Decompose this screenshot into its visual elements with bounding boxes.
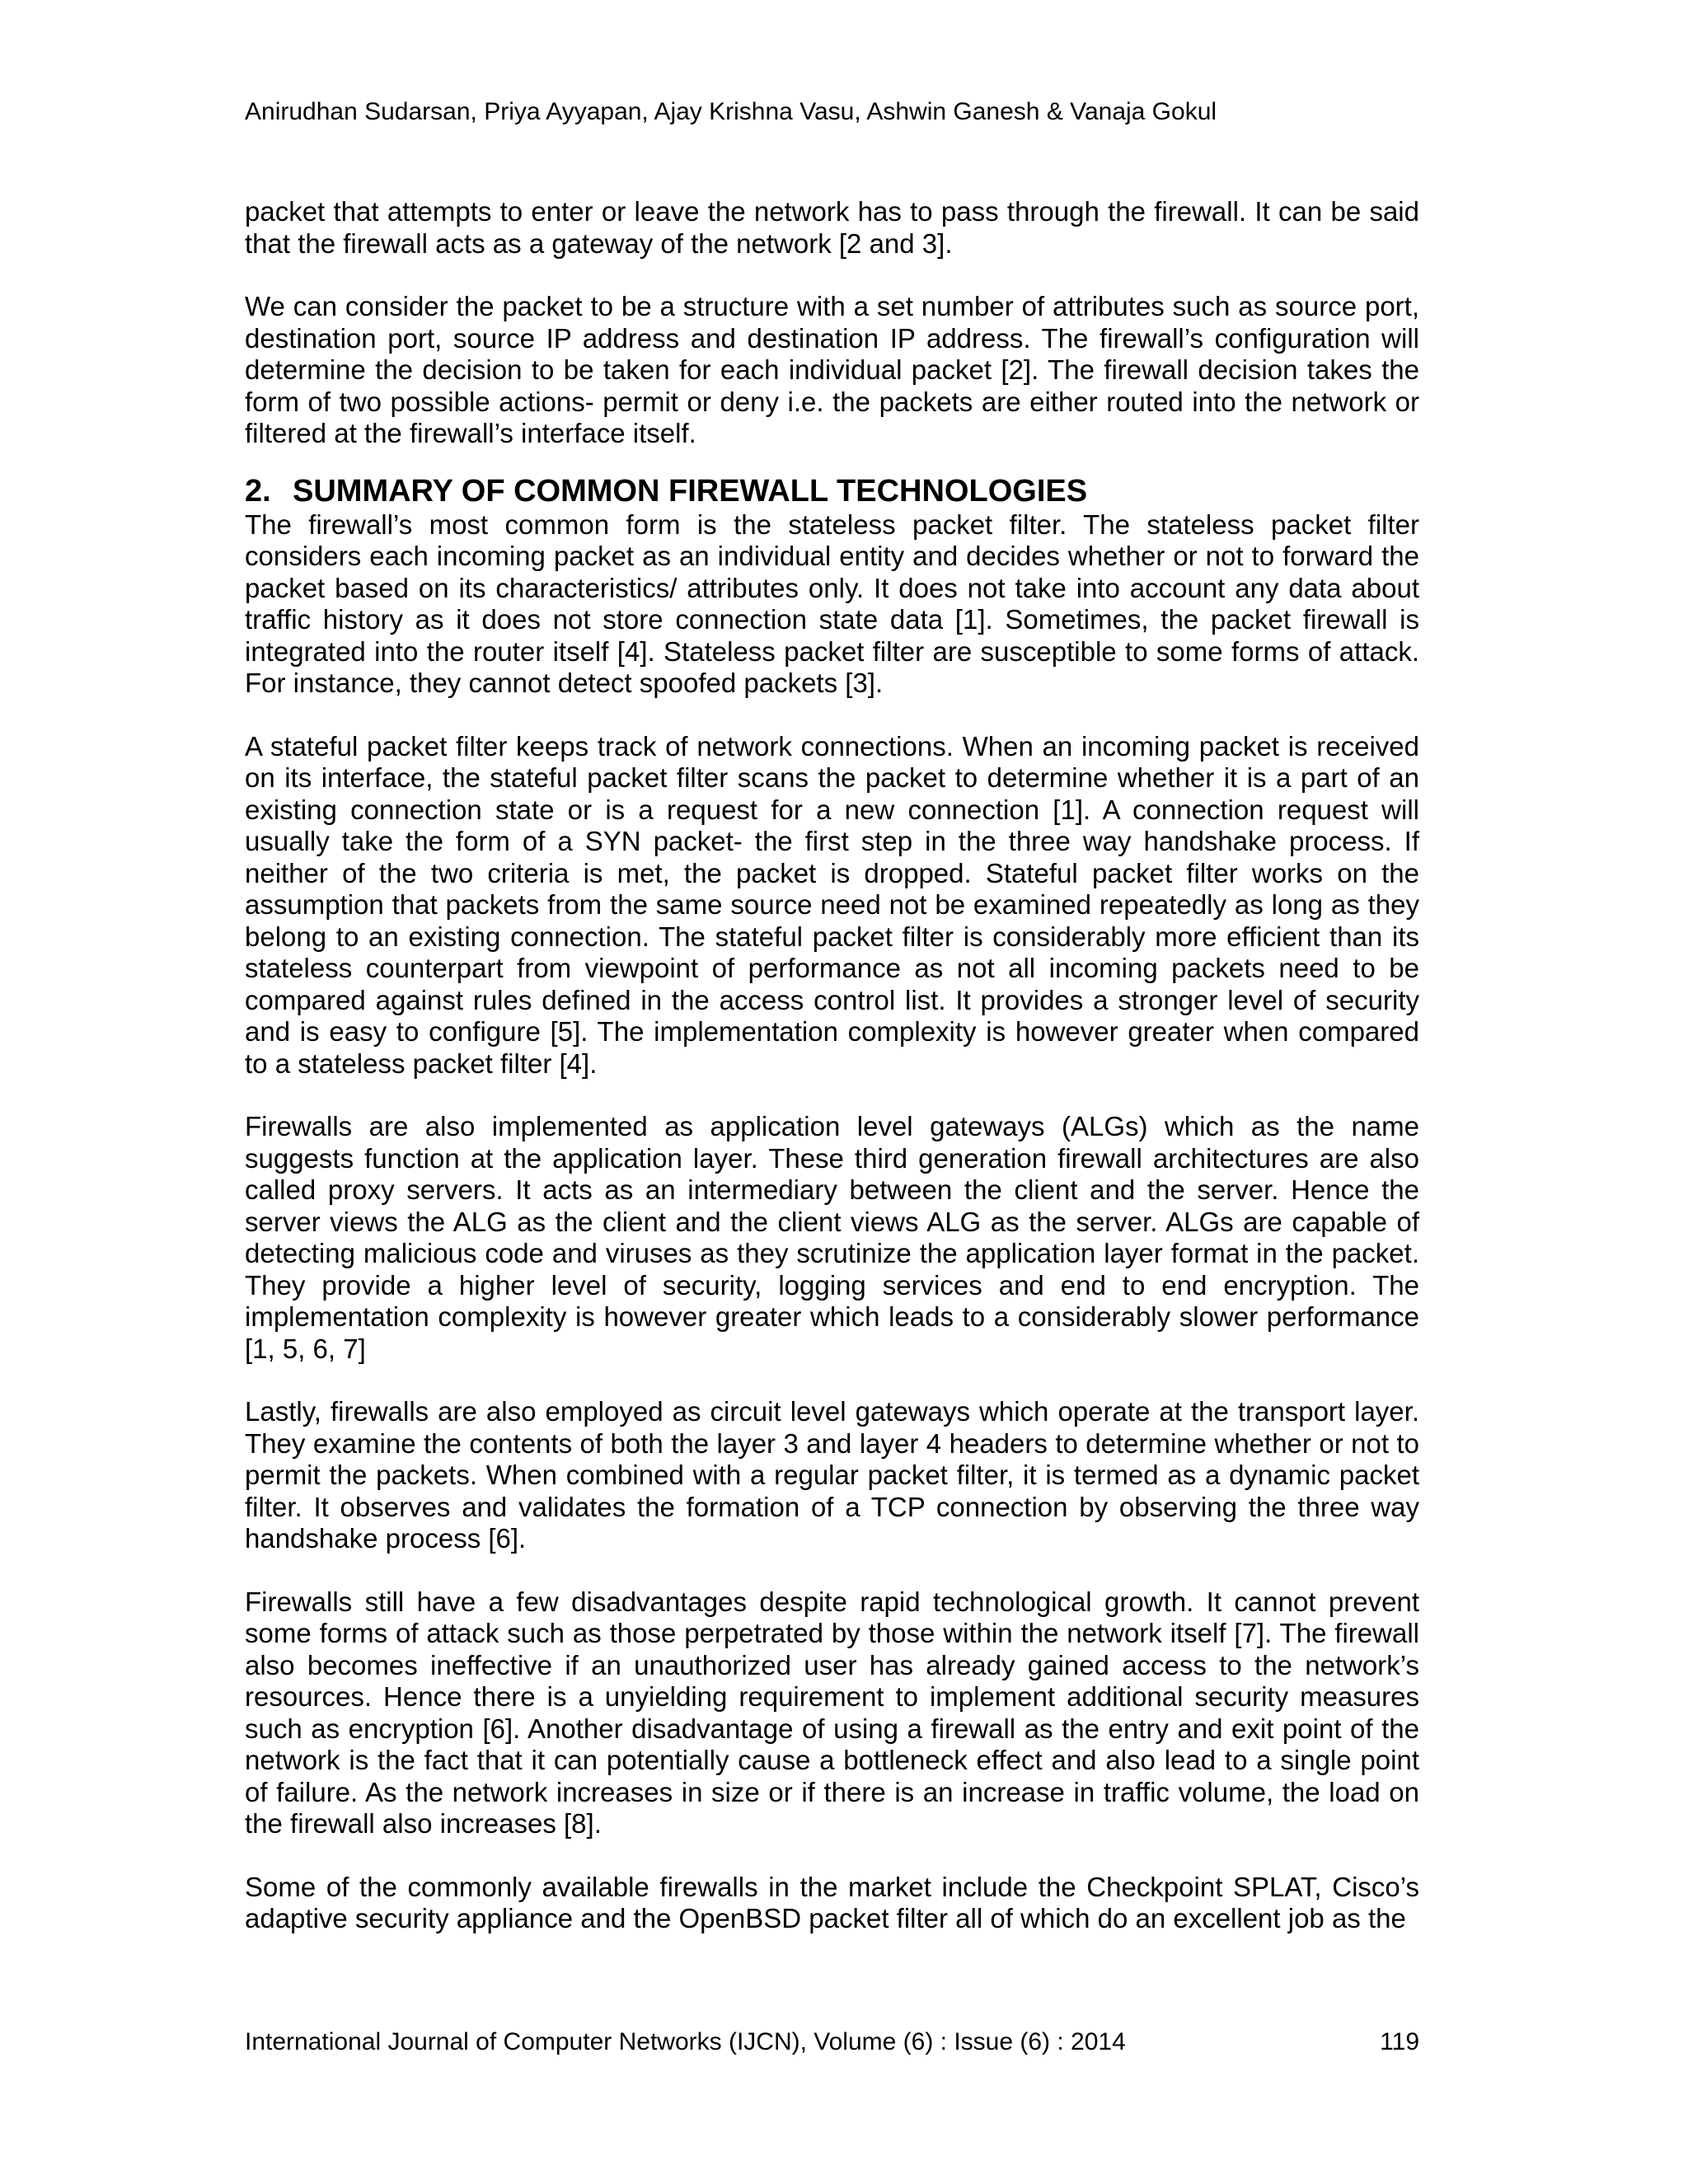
paragraph-gap xyxy=(245,260,1419,291)
paragraph-gap xyxy=(245,700,1419,731)
paragraph-intro-continuation: packet that attempts to enter or leave the network has to pass through the firewall. It can be said that the firewall acts as a gateway of the network [2 and 3]. xyxy=(245,196,1419,259)
paragraph-market-firewalls: Some of the commonly available firewalls in the market include the Checkpoint SPLAT, Cisco’s adaptive security appliance and the OpenBSD packet filter all of which do an excellent job as the xyxy=(245,1871,1419,1933)
paragraph-packet-attributes: We can consider the packet to be a structure with a set number of attributes such as source port, destination port, source IP address and destination IP address. The firewall’s configuration will determine the decision to be taken for each individual packet [2]. The firewall decision takes the form of two possible actions- permit or deny i.e. the packets are either routed into the network or filtered at the firewall’s interface itself. xyxy=(245,291,1419,448)
section-heading xyxy=(245,473,1419,509)
paragraph-application-gateways: Firewalls are also implemented as application level gateways (ALGs) which as the name suggests function at the application layer. These third generation firewall architectures are also called proxy servers. It acts as an intermediary between the client and the server. Hence the server views the ALG as the client and the client views ALG as the server. ALGs are capable of detecting malicious code and viruses as they scrutinize the application layer format in the packet. They provide a higher level of security, logging services and end to end encryption. The implementation complexity is however greater which leads to a considerably slower performance [1, 5, 6, 7] xyxy=(245,1111,1419,1364)
running-header-authors: Anirudhan Sudarsan, Priya Ayyapan, Ajay Krishna Vasu, Ashwin Ganesh & Vanaja Gokul xyxy=(245,98,1217,125)
page-footer xyxy=(245,2027,1419,2057)
paragraph-stateful-filter: A stateful packet filter keeps track of network connections. When an incoming packet is received on its interface, the stateful packet filter scans the packet to determine whether it is a part of an existing connection state or is a request for a new connection [1]. A connection request will usually take the form of a SYN packet- the first step in the three way handshake process. If neither of the two criteria is met, the packet is dropped. Stateful packet filter works on the assumption that packets from the same source need not be examined repeatedly as long as they belong to an existing connection. The stateful packet filter is considerably more efficient than its stateless counterpart from viewpoint of performance as not all incoming packets need to be compared against rules defined in the access control list. It provides a stronger level of security and is easy to configure [5]. The implementation complexity is however greater when compared to a stateless packet filter [4]. xyxy=(245,730,1419,1079)
paragraph-stateless-filter: The firewall’s most common form is the stateless packet filter. The stateless packet filter considers each incoming packet as an individual entity and decides whether or not to forward the packet based on its characteristics/ attributes only. It does not take into account any data about traffic history as it does not store connection state data [1]. Sometimes, the packet firewall is integrated into the router itself [4]. Stateless packet filter are susceptible to some forms of attack. For instance, they cannot detect spoofed packets [3]. xyxy=(245,509,1419,698)
footer-page-number: 119 xyxy=(1380,2028,1419,2055)
page-body xyxy=(245,196,1419,1935)
paragraph-gap xyxy=(245,1840,1419,1872)
paragraph-gap xyxy=(245,1555,1419,1586)
paragraph-gap xyxy=(245,450,1419,473)
paragraph-gap xyxy=(245,1080,1419,1111)
paragraph-gap xyxy=(245,1365,1419,1396)
footer-journal-citation: International Journal of Computer Networks (IJCN), Volume (6) : Issue (6) : 2014 xyxy=(245,2028,1126,2055)
section-number: 2. xyxy=(245,473,271,509)
paragraph-disadvantages: Firewalls still have a few disadvantages despite rapid technological growth. It cannot prevent some forms of attack such as those perpetrated by those within the network itself [7]. The firewall also becomes ineffective if an unauthorized user has already gained access to the network’s resources. Hence there is a unyielding requirement to implement additional security measures such as encryption [6]. Another disadvantage of using a firewall as the entry and exit point of the network is the fact that it can potentially cause a bottleneck effect and also lead to a single point of failure. As the network increases in size or if there is an increase in traffic volume, the load on the firewall also increases [8]. xyxy=(245,1586,1419,1839)
paragraph-circuit-gateways: Lastly, firewalls are also employed as circuit level gateways which operate at the transport layer. They examine the contents of both the layer 3 and layer 4 headers to determine whether or not to permit the packets. When combined with a regular packet filter, it is termed as a dynamic packet filter. It observes and validates the formation of a TCP connection by observing the three way handshake process [6]. xyxy=(245,1396,1419,1554)
section-title: SUMMARY OF COMMON FIREWALL TECHNOLOGIES xyxy=(293,473,1088,509)
